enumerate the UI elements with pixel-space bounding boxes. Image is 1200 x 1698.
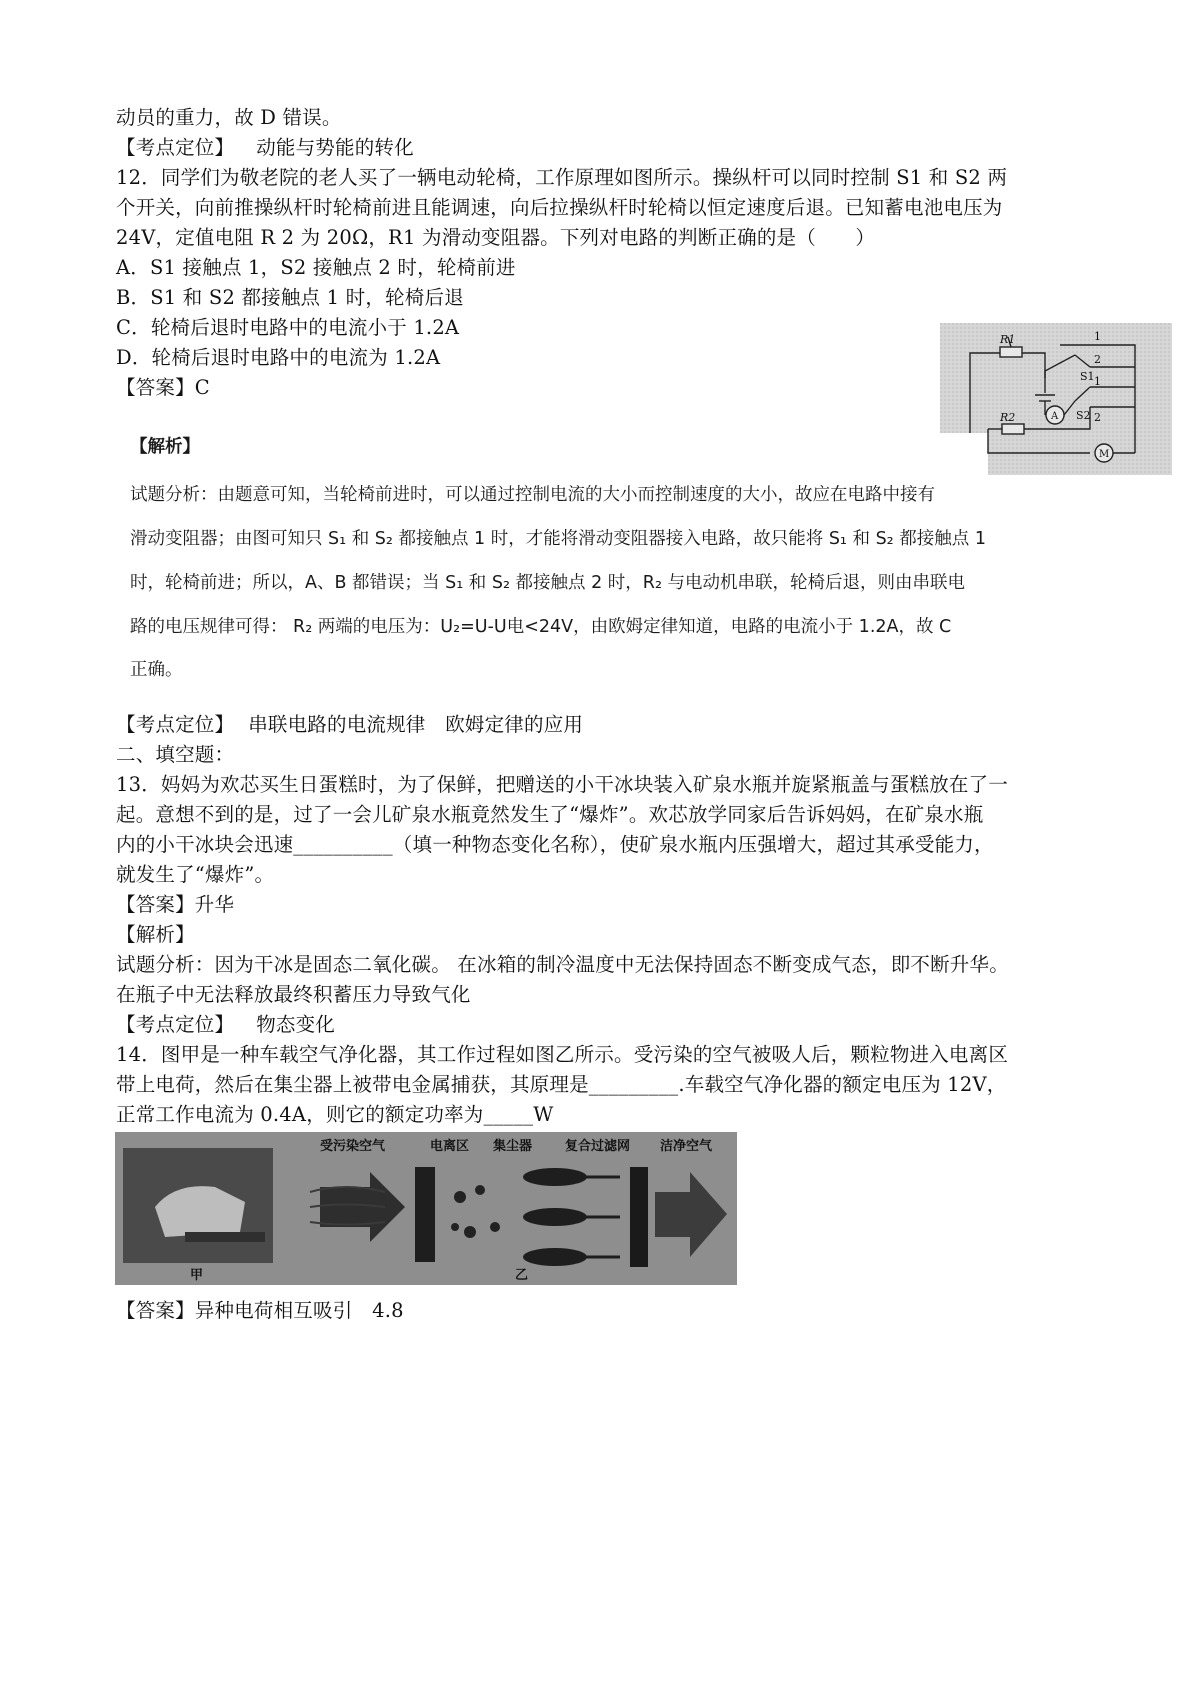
kaodian-text: 物态变化: [256, 1013, 336, 1036]
q11-tail: 动员的重力，故 D 错误。: [116, 106, 342, 129]
q12-option-c: C．轮椅后退时电路中的电流小于 1.2A: [116, 316, 460, 339]
q13-stem-line-4: 就发生了“爆炸”。: [116, 863, 275, 886]
kaodian-text: 动能与势能的转化: [256, 136, 414, 159]
q12-analysis-title: 【解析】: [130, 437, 200, 457]
contact-label: 2: [1094, 411, 1101, 424]
kaodian-tag: 【考点定位】: [116, 1013, 235, 1036]
q14-answer: 【答案】异种电荷相互吸引 4.8: [116, 1299, 404, 1322]
composite-filter: [630, 1167, 648, 1267]
q12-analysis-line-4: 路的电压规律可得： R₂ 两端的电压为：U₂=U-U电<24V，由欧姆定律知道，电路的电流小于 1.2A，故 C: [130, 617, 952, 637]
contact-label: 2: [1094, 353, 1101, 366]
q12-stem-line-1: 12．同学们为敬老院的老人买了一辆电动轮椅，工作原理如图所示。操纵杆可以同时控制 S1 和 S2 两: [116, 166, 1008, 189]
r2-label: R2: [1000, 411, 1016, 424]
q13-stem-line-1: 13．妈妈为欢芯买生日蛋糕时，为了保鲜，把赠送的小干冰块装入矿泉水瓶并旋紧瓶盖与蛋糕放在了一: [116, 773, 1009, 796]
q12-analysis-line-3: 时，轮椅前进；所以，A、B 都错误；当 S₁ 和 S₂ 都接触点 2 时，R₂ 与电动机串联，轮椅后退，则由串联电: [130, 573, 966, 593]
q14-stem-line-2: 带上电荷，然后在集尘器上被带电金属捕获，其原理是_________.车载空气净化器的额定电压为 12V，: [116, 1073, 1007, 1096]
contact-label: 1: [1094, 330, 1101, 343]
q13-stem-line-2: 起。意想不到的是，过了一会儿矿泉水瓶竟然发生了“爆炸”。欢芯放学同家后告诉妈妈，在矿泉水瓶: [116, 803, 984, 826]
section-title: 二、填空题：: [116, 743, 235, 766]
kaodian-tag: 【考点定位】: [116, 713, 235, 736]
q13-answer: 【答案】升华: [116, 893, 235, 916]
q12-analysis-line-5: 正确。: [130, 660, 183, 680]
label-ionization-zone: 电离区: [430, 1139, 470, 1154]
q12-analysis-line-2: 滑动变阻器；由图可知只 S₁ 和 S₂ 都接触点 1 时，才能将滑动变阻器接入电路，故只能将 S₁ 和 S₂ 都接触点 1: [130, 529, 986, 549]
r1-label: R1: [1000, 333, 1016, 346]
q12-option-a: A．S1 接触点 1，S2 接触点 2 时，轮椅前进: [116, 256, 516, 279]
q13-analysis-line-2: 在瓶子中无法释放最终积蓄压力导致气化: [116, 983, 471, 1006]
q12-stem-line-2: 个开关，向前推操纵杆时轮椅前进且能调速，向后拉操纵杆时轮椅以恒定速度后退。已知蓄电池电压为: [116, 196, 1003, 219]
kaodian-text: 串联电路的电流规律 欧姆定律的应用: [248, 713, 584, 736]
air-purifier-figure: [115, 1132, 737, 1285]
ionization-plate: [415, 1167, 435, 1262]
circuit-diagram: [940, 323, 1172, 475]
q11-kaodian: [116, 133, 414, 163]
circuit-background-lower: [988, 433, 1172, 475]
q14-stem-line-1: 14．图甲是一种车载空气净化器，其工作过程如图乙所示。受污染的空气被吸人后，颗粒物进入电离区: [116, 1043, 1009, 1066]
motor-label: M: [1099, 449, 1110, 460]
ammeter-label: A: [1051, 411, 1059, 422]
q12-option-b: B．S1 和 S2 都接触点 1 时，轮椅后退: [116, 286, 464, 309]
q12-kaodian: [116, 710, 583, 740]
label-polluted-air: 受污染空气: [320, 1139, 386, 1154]
q12-answer: 【答案】C: [116, 376, 210, 399]
q13-analysis-title: 【解析】: [116, 923, 195, 946]
q13-stem-line-3: 内的小干冰块会迅速__________（填一种物态变化名称），使矿泉水瓶内压强增大，超过其承受能力，: [116, 833, 994, 856]
label-yi: 乙: [515, 1268, 529, 1283]
s2-label: S2: [1076, 409, 1091, 422]
label-clean-air: 洁净空气: [660, 1139, 713, 1154]
q14-stem-line-3: 正常工作电流为 0.4A，则它的额定功率为_____W: [116, 1103, 554, 1126]
contact-label: 1: [1094, 375, 1101, 388]
s1-label: S1: [1080, 370, 1095, 383]
label-dust-collector: 集尘器: [493, 1139, 533, 1154]
kaodian-tag: 【考点定位】: [116, 136, 235, 159]
dust-collector: [523, 1168, 587, 1266]
q13-kaodian: [116, 1010, 335, 1040]
q12-option-d: D．轮椅后退时电路中的电流为 1.2A: [116, 346, 441, 369]
q13-analysis-line-1: 试题分析：因为干冰是固态二氧化碳。 在冰箱的制冷温度中无法保持固态不断变成气态，即不断升华。: [116, 953, 1009, 976]
q12-analysis-line-1: 试题分析：由题意可知，当轮椅前进时，可以通过控制电流的大小而控制速度的大小，故应在电路中接有: [130, 485, 935, 505]
q12-stem-line-3: 24V，定值电阻 R 2 为 20Ω，R1 为滑动变阻器。下列对电路的判断正确的是（ ）: [116, 226, 876, 249]
label-composite-filter: 复合过滤网: [565, 1139, 631, 1154]
label-jia: 甲: [190, 1268, 204, 1283]
